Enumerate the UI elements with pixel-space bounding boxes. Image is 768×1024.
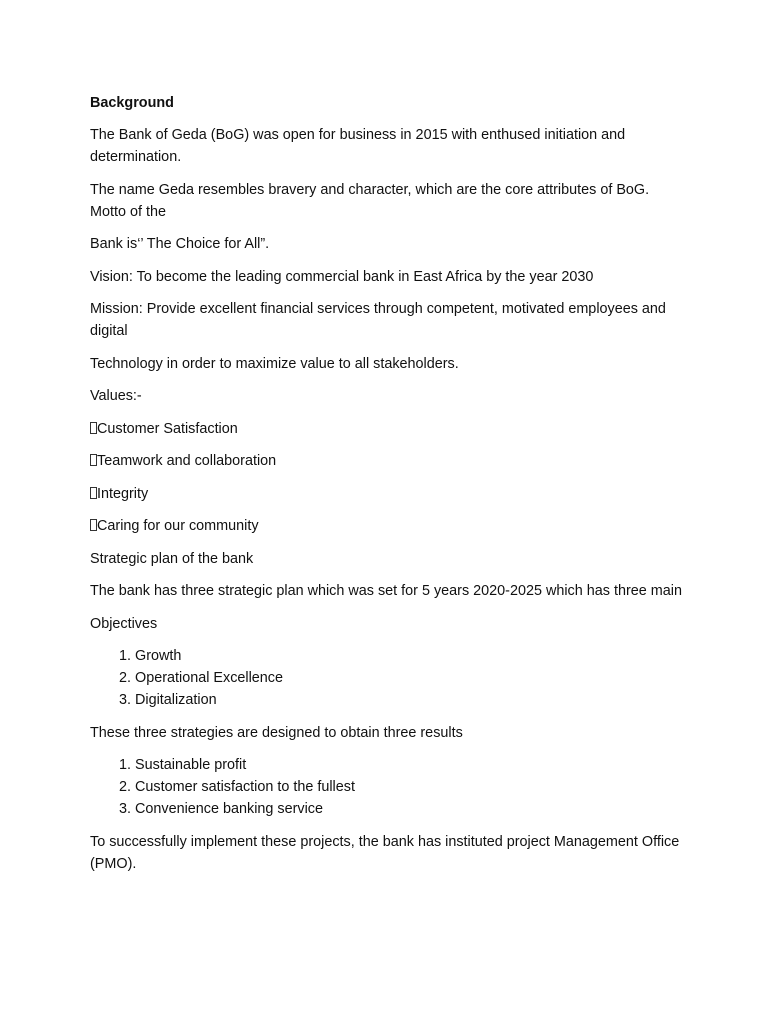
missing-glyph-icon [90, 519, 97, 531]
objectives-list [90, 645, 686, 711]
missing-glyph-icon [90, 454, 97, 466]
paragraph-name: The name Geda resembles bravery and character, which are the core attributes of BoG. Motto of the [90, 181, 650, 220]
document-page [90, 92, 686, 885]
paragraph-values-label: Values:- [90, 388, 142, 404]
list-item: 1. Growth [135, 645, 686, 667]
missing-glyph-icon [90, 487, 97, 499]
list-item: 3. Convenience banking service [135, 798, 686, 820]
paragraph-technology: Technology in order to maximize value to all stakeholders. [90, 355, 459, 372]
results-intro: These three strategies are designed to obtain three results [90, 724, 463, 741]
results-list [90, 754, 686, 820]
section-heading: Background [90, 95, 174, 111]
paragraph-mission: Mission: Provide excellent financial services through competent, motivated employees and digital [90, 301, 666, 339]
closing-paragraph: To successfully implement these projects, the bank has instituted project Management Office (PMO). [90, 833, 680, 872]
missing-glyph-icon [90, 422, 97, 434]
strategic-plan-title: Strategic plan of the bank [90, 550, 254, 567]
list-item: 2. Customer satisfaction to the fullest [135, 776, 686, 798]
value-item: Customer Satisfaction [90, 418, 686, 440]
value-item: Integrity [90, 483, 686, 505]
paragraph-intro: The Bank of Geda (BoG) was open for business in 2015 with enthused initiation and determination. [90, 127, 626, 165]
value-item: Caring for our community [90, 515, 686, 537]
value-item: Teamwork and collaboration [90, 450, 686, 472]
paragraph-vision: Vision: To become the leading commercial bank in East Africa by the year 2030 [90, 268, 594, 285]
list-item: 2. Operational Excellence [135, 667, 686, 689]
objectives-label: Objectives [90, 615, 158, 632]
list-item: 3. Digitalization [135, 689, 686, 711]
list-item: 1. Sustainable profit [135, 754, 686, 776]
paragraph-motto: Bank is‘’ The Choice for All”. [90, 236, 270, 252]
strategic-plan-intro: The bank has three strategic plan which was set for 5 years 2020-2025 which has three main [90, 583, 682, 599]
